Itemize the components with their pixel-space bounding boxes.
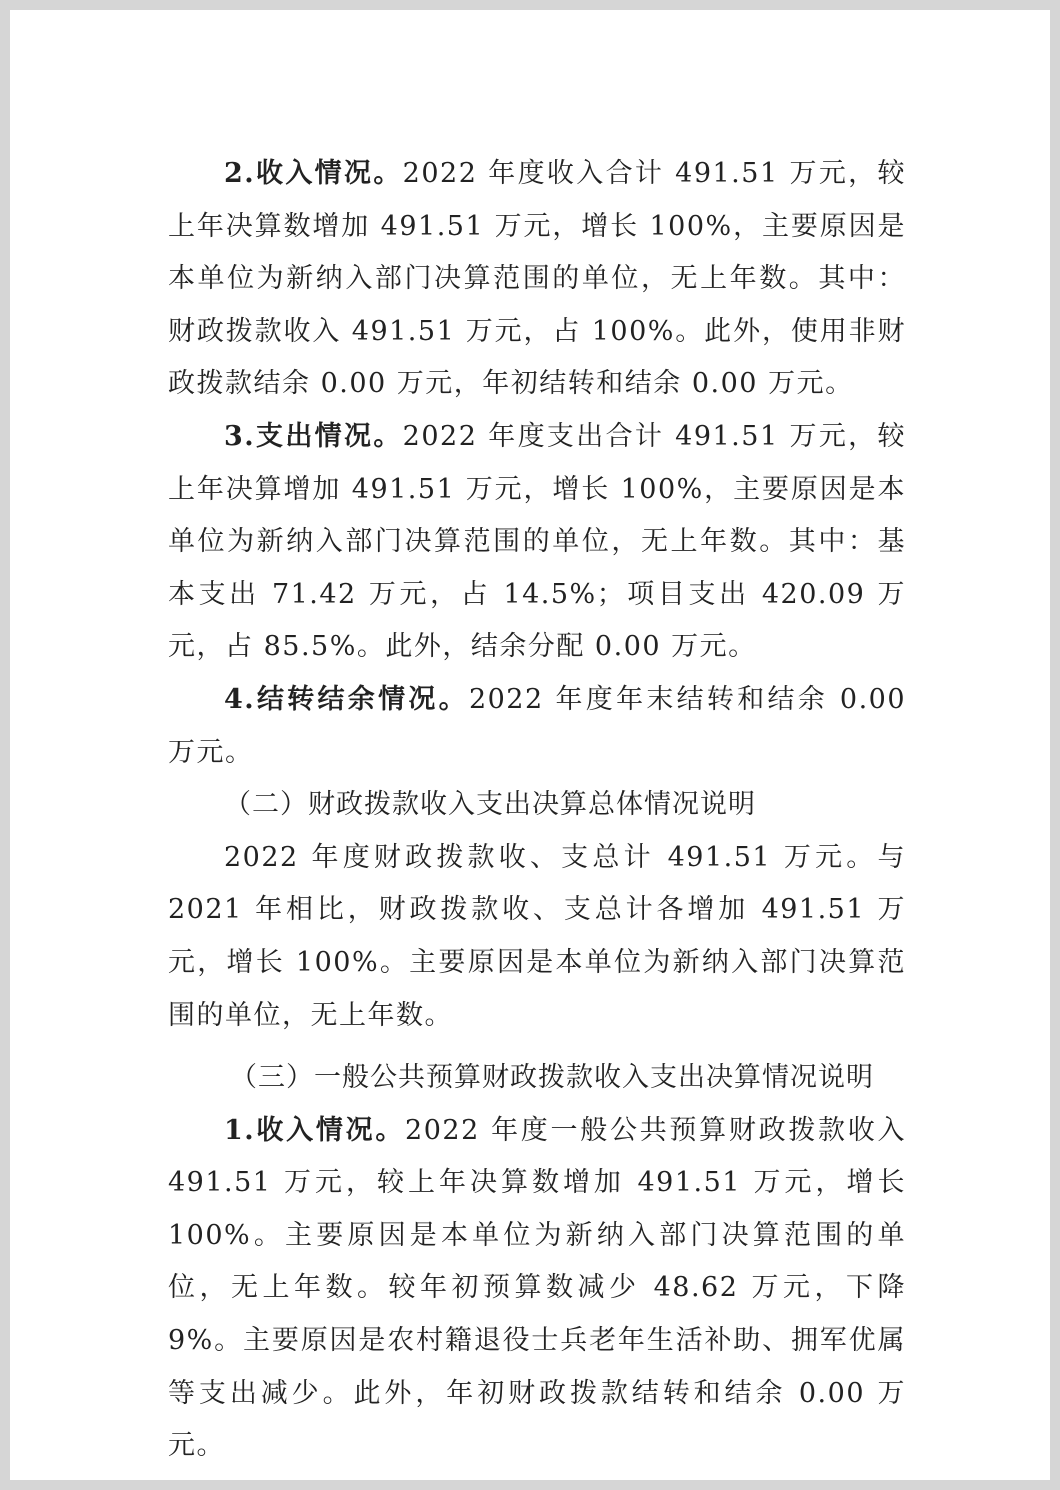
paragraph-lead: 2.收入情况。 — [224, 158, 403, 189]
paragraph-expenditure — [168, 411, 906, 674]
section-heading-text: （二）财政拨款收入支出决算总体情况说明 — [224, 789, 756, 821]
section-heading-2 — [168, 779, 906, 832]
paragraph-general-budget-income — [168, 1105, 906, 1473]
paragraph-text: 2022 年度支出合计 491.51 万元，较上年决算增加 491.51 万元，增长 100%，主要原因是本单位为新纳入部门决算范围的单位，无上年数。其中：基本支出 71.42 万元，占 14.5%；项目支出 420.09 万元，占 85.5%。此外，结余分配 0.00 万元。 — [168, 420, 907, 663]
paragraph-text: 2022 年度年末结转和结余 0.00 万元。 — [168, 683, 907, 768]
paragraph-lead: 4.结转结余情况。 — [224, 683, 469, 715]
document-body — [168, 148, 906, 1473]
document-page — [10, 10, 1050, 1480]
paragraph-text: 2022 年度一般公共预算财政拨款收入 491.51 万元，较上年决算数增加 491.51 万元，增长 100%。主要原因是本单位为新纳入部门决算范围的单位，无上年数。较年初预算数减少 48.62 万元，下降 9%。主要原因是农村籍退役士兵老年生活补助、拥军优属等支出减少。此外，年初财政拨款结转和结余 0.00 万元。 — [168, 1114, 907, 1462]
paragraph-lead: 1.收入情况。 — [224, 1114, 406, 1146]
paragraph-carryover — [168, 674, 906, 779]
paragraph-lead: 3.支出情况。 — [224, 420, 403, 452]
section-heading-text: （三）一般公共预算财政拨款收入支出决算情况说明 — [230, 1062, 874, 1094]
paragraph-text: 2022 年度财政拨款收、支总计 491.51 万元。与 2021 年相比，财政拨款收、支总计各增加 491.51 万元，增长 100%。主要原因是本单位为新纳入部门决算范围的单位，无上年数。 — [168, 841, 906, 1031]
section-heading-3 — [168, 1052, 906, 1105]
paragraph-fiscal-total — [168, 832, 906, 1042]
paragraph-text: 2022 年度收入合计 491.51 万元，较上年决算数增加 491.51 万元，增长 100%，主要原因是本单位为新纳入部门决算范围的单位，无上年数。其中：财政拨款收入 491.51 万元，占 100%。此外，使用非财政拨款结余 0.00 万元，年初结转和结余 0.00 万元。 — [168, 158, 907, 400]
paragraph-income — [168, 148, 906, 411]
